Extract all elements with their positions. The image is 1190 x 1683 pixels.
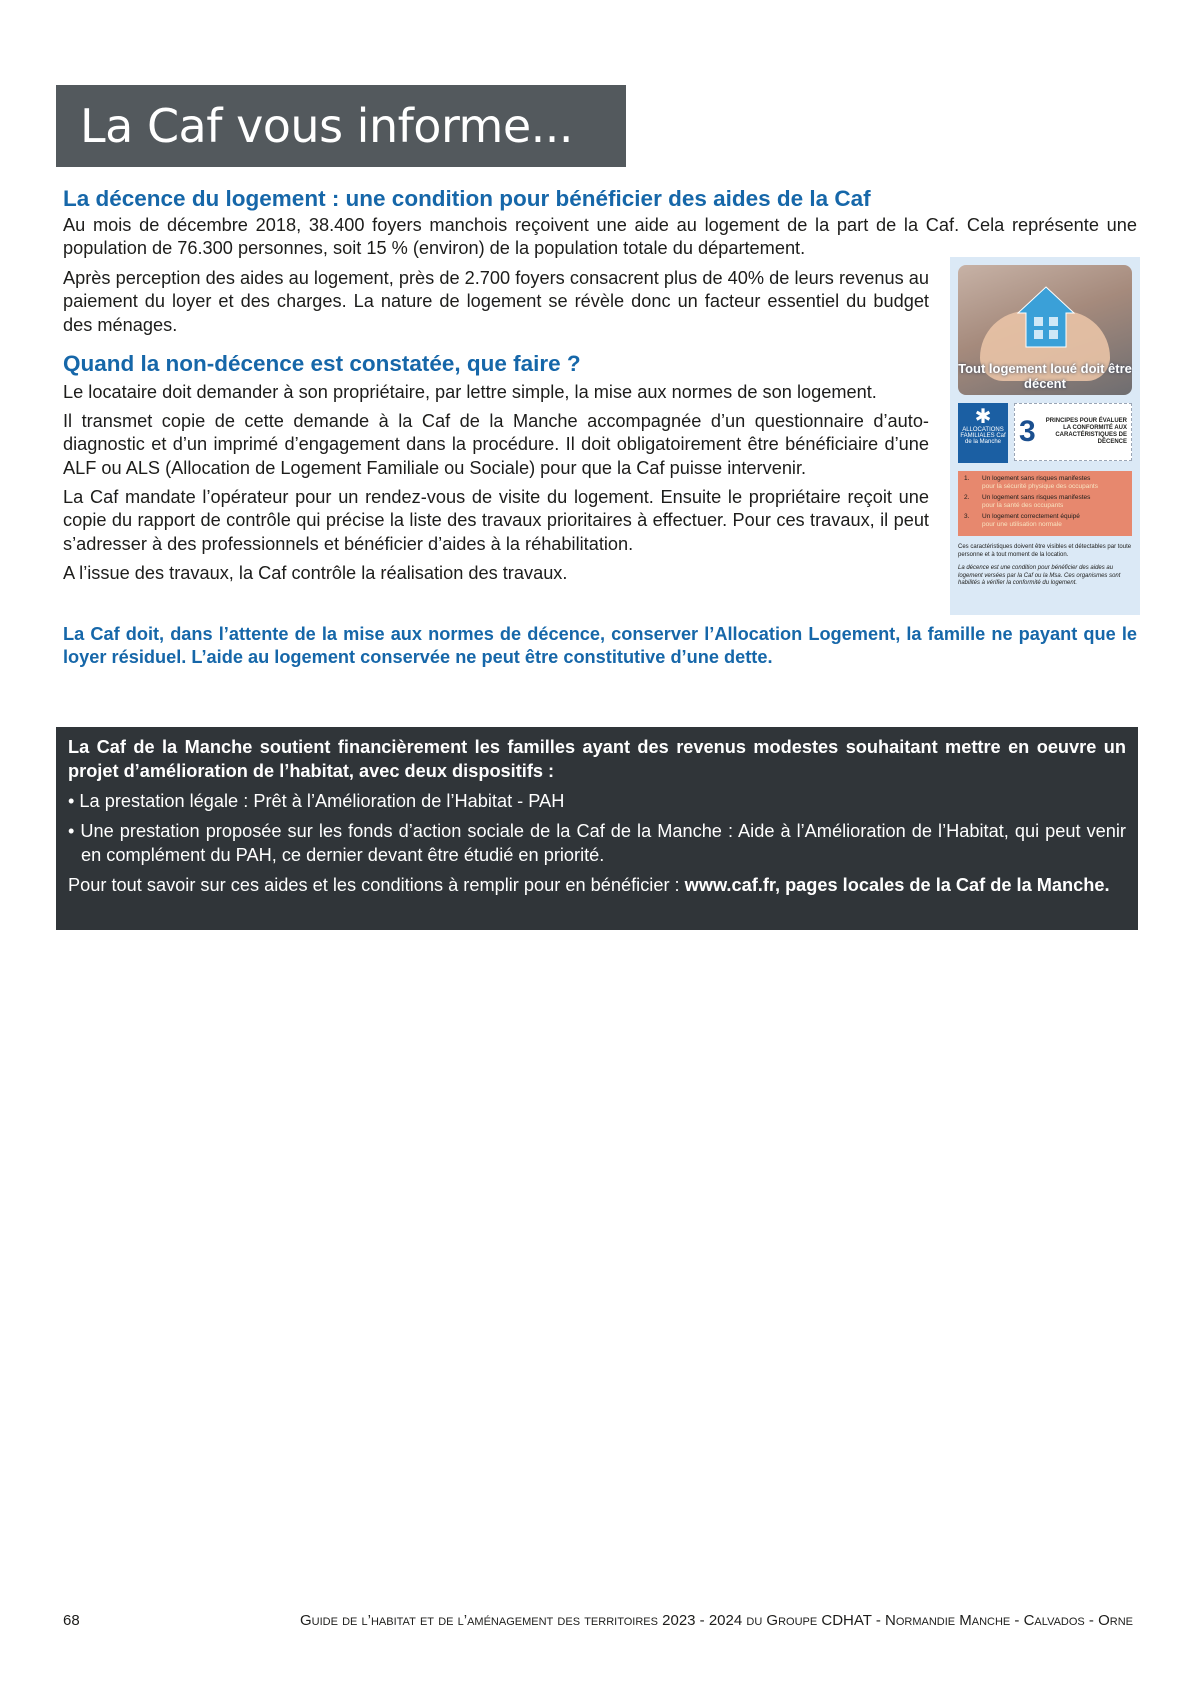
leaflet-note: Ces caractéristiques doivent être visibles et détectables par toute personne et à tout moment de la location.	[958, 544, 1132, 558]
paragraph: La Caf mandate l’opérateur pour un rendez-vous de visite du logement. Ensuite le propriétaire reçoit une copie du rapport de contrôle qui précise la liste des travaux prioritaires à effectuer. Pour ces travaux, il peut s’adresser à des professionnels et bénéficier d’aides à la réhabilitation.	[63, 487, 929, 554]
caf-star-icon: ✱	[974, 406, 992, 428]
house-in-hands-photo	[958, 265, 1132, 395]
criteria-list	[958, 471, 1132, 536]
highlight-note: La Caf doit, dans l’attente de la mise aux normes de décence, conserver l’Allocation Logement, la famille ne payant que le loyer résiduel. L’aide au logement conservée ne peut être constitutive d’une dette.	[63, 624, 1137, 668]
section-decence	[63, 184, 1137, 261]
footer-title: Guide de l’habitat et de l’aménagement des territoires 2023 - 2024 du Groupe CDHAT - Normandie Manche - Calvados - Orne	[299, 1612, 1133, 1629]
paragraph: Le locataire doit demander à son propriétaire, par lettre simple, la mise aux normes de son logement.	[63, 381, 877, 402]
aid-info-box	[56, 727, 1138, 930]
aid-bullet: • La prestation légale : Prêt à l’Amélioration de l’Habitat - PAH	[68, 791, 565, 811]
section-heading: Quand la non-décence est constatée, que faire ?	[63, 350, 581, 376]
paragraph: Après perception des aides au logement, près de 2.700 foyers consacrent plus de 40% de leurs revenus au paiement du loyer et des charges. La nature de logement se révèle donc un facteur essentiel du budget des ménages.	[63, 268, 929, 335]
photo-caption: Tout logement loué doit être décent	[958, 361, 1132, 391]
leaflet-note: La décence est une condition pour bénéficier des aides au logement versées par la Caf ou la Msa. Ces organismes sont habilités à vérifier la conformité du logement.	[958, 565, 1121, 586]
caf-website-text: www.caf.fr, pages locales de la Caf de la Manche.	[684, 875, 1110, 895]
principles-box	[1014, 403, 1132, 461]
paragraph: Au mois de décembre 2018, 38.400 foyers manchois reçoivent une aide au logement de la part de la Caf. Cela représente une population de 76.300 personnes, soit 15 % (environ) de la population totale du département.	[63, 215, 1137, 259]
page-number: 68	[63, 1612, 80, 1629]
criteria-item: 1. Un logement sans risques manifestes pour la sécurité physique des occupants	[964, 475, 1098, 490]
aid-bullet: • Une prestation proposée sur les fonds d’action sociale de la Caf de la Manche : Aide à l’Amélioration de l’Habitat, qui peut venir en complément du PAH, ce dernier devant être étudié en priorité.	[68, 821, 1126, 865]
page-banner: La Caf vous informe...	[56, 85, 626, 167]
caf-logo	[958, 403, 1008, 463]
section-heading: La décence du logement : une condition pour bénéficier des aides de la Caf	[63, 186, 871, 211]
paragraph: Il transmet copie de cette demande à la Caf de la Manche accompagnée d’un questionnaire d’auto-diagnostic et d’un imprimé d’engagement dans la procédure. Il doit obligatoirement être bénéficiaire d’une ALF ou ALS (Allocation de Logement Familiale ou Sociale) pour que la Caf puisse intervenir.	[63, 411, 929, 478]
house-icon	[1016, 285, 1076, 351]
criteria-item: 2. Un logement sans risques manifestes pour la santé des occupants	[964, 494, 1091, 509]
principles-text: PRINCIPES POUR ÉVALUER LA CONFORMITÉ AUX CARACTÉRISTIQUES DE DÉCENCE	[1045, 418, 1127, 445]
aid-more-info: Pour tout savoir sur ces aides et les conditions à remplir pour en bénéficier : www.caf.fr, pages locales de la Caf de la Manche.	[68, 875, 1110, 895]
criteria-item: 3. Un logement correctement équipé pour une utilisation normale	[964, 513, 1080, 528]
aid-lead: La Caf de la Manche soutient financièrement les familles ayant des revenus modestes souhaitant mettre en oeuvre un projet d’amélioration de l’habitat, avec deux dispositifs :	[68, 737, 1126, 781]
paragraph: A l’issue des travaux, la Caf contrôle la réalisation des travaux.	[63, 562, 568, 583]
decence-leaflet	[950, 257, 1140, 615]
principles-number: 3	[1019, 415, 1036, 448]
caf-logo-text: ALLOCATIONS FAMILIALES Caf de la Manche	[960, 427, 1006, 445]
